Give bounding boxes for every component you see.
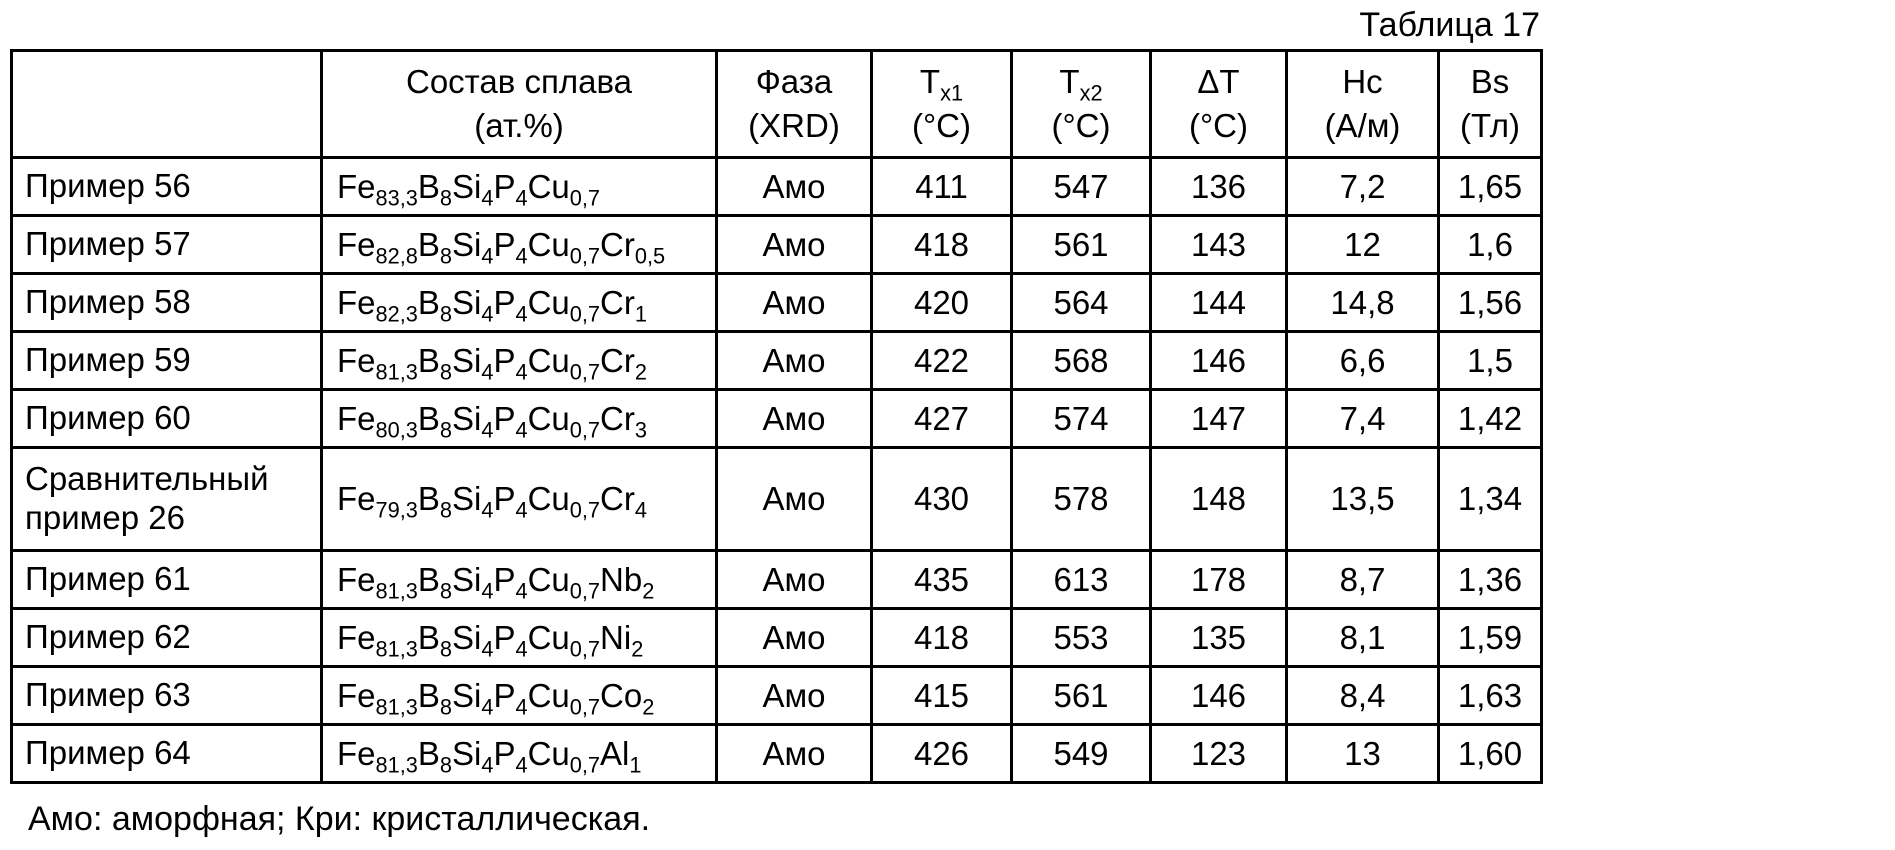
- composition-cell: $Fe_{82,8}B_8Si_4P_4Cu_{0,7}Cr_{0,5}$: [322, 216, 717, 274]
- tx2-cell: 613: [1012, 551, 1151, 609]
- example-label-cell: Пример 59: [12, 332, 322, 390]
- col-header-delta-t: [1151, 51, 1287, 158]
- composition-cell: $Fe_{81,3}B_8Si_4P_4Cu_{0,7}Cr_2$: [322, 332, 717, 390]
- col-header-line2: (°C): [1188, 107, 1248, 144]
- col-header-composition: [322, 51, 717, 158]
- phase-cell: Амо: [717, 725, 872, 783]
- col-header-tx2: [1012, 51, 1151, 158]
- hc-cell: 13: [1287, 725, 1439, 783]
- tx2-cell: 568: [1012, 332, 1151, 390]
- table-row: [12, 551, 1542, 609]
- tx1-cell: 422: [872, 332, 1012, 390]
- phase-legend-footnote: Амо: аморфная; Кри: кристаллическая.: [28, 800, 651, 838]
- tx1-cell: 418: [872, 609, 1012, 667]
- delta-t-cell: 144: [1151, 274, 1287, 332]
- col-header-line1: $T_{x1}$: [919, 63, 964, 107]
- table-body: [12, 158, 1542, 783]
- delta-t-cell: 136: [1151, 158, 1287, 216]
- example-label-cell: Пример 56: [12, 158, 322, 216]
- col-header-line2: (А/м): [1324, 107, 1401, 144]
- hc-cell: 7,2: [1287, 158, 1439, 216]
- composition-cell: $Fe_{79,3}B_8Si_4P_4Cu_{0,7}Cr_4$: [322, 448, 717, 551]
- phase-cell: Амо: [717, 216, 872, 274]
- example-label-cell: Пример 57: [12, 216, 322, 274]
- tx2-cell: 561: [1012, 216, 1151, 274]
- composition-cell: $Fe_{80,3}B_8Si_4P_4Cu_{0,7}Cr_3$: [322, 390, 717, 448]
- table-header: [12, 51, 1542, 158]
- tx1-cell: 427: [872, 390, 1012, 448]
- phase-cell: Амо: [717, 274, 872, 332]
- example-label-cell: Пример 63: [12, 667, 322, 725]
- table-row: [12, 725, 1542, 783]
- hc-cell: 8,1: [1287, 609, 1439, 667]
- table-row: [12, 274, 1542, 332]
- tx1-cell: 418: [872, 216, 1012, 274]
- col-header-tx1: [872, 51, 1012, 158]
- delta-t-cell: 146: [1151, 667, 1287, 725]
- delta-t-cell: 135: [1151, 609, 1287, 667]
- alloy-properties-table: [10, 49, 1543, 784]
- phase-cell: Амо: [717, 332, 872, 390]
- bs-cell: 1,65: [1439, 158, 1542, 216]
- table-row: [12, 158, 1542, 216]
- col-header-line1: Bs: [1470, 63, 1510, 101]
- composition-cell: $Fe_{83,3}B_8Si_4P_4Cu_{0,7}$: [322, 158, 717, 216]
- table-row: [12, 390, 1542, 448]
- tx1-cell: 411: [872, 158, 1012, 216]
- col-header-line1: Фаза: [755, 63, 833, 101]
- composition-cell: $Fe_{82,3}B_8Si_4P_4Cu_{0,7}Cr_1$: [322, 274, 717, 332]
- tx2-cell: 553: [1012, 609, 1151, 667]
- delta-t-cell: 146: [1151, 332, 1287, 390]
- example-label-cell: Пример 60: [12, 390, 322, 448]
- delta-t-cell: 178: [1151, 551, 1287, 609]
- composition-cell: $Fe_{81,3}B_8Si_4P_4Cu_{0,7}Co_2$: [322, 667, 717, 725]
- tx1-cell: 430: [872, 448, 1012, 551]
- table-row: [12, 609, 1542, 667]
- col-header-line2: (XRD): [748, 107, 840, 144]
- bs-cell: 1,6: [1439, 216, 1542, 274]
- col-header-line1: Состав сплава: [406, 63, 632, 101]
- example-label-cell: Пример 64: [12, 725, 322, 783]
- example-label-cell: Пример 62: [12, 609, 322, 667]
- header-row: [12, 51, 1542, 158]
- bs-cell: 1,36: [1439, 551, 1542, 609]
- phase-cell: Амо: [717, 551, 872, 609]
- col-header-phase: [717, 51, 872, 158]
- composition-cell: $Fe_{81,3}B_8Si_4P_4Cu_{0,7}Al_1$: [322, 725, 717, 783]
- hc-cell: 14,8: [1287, 274, 1439, 332]
- phase-cell: Амо: [717, 667, 872, 725]
- phase-cell: Амо: [717, 158, 872, 216]
- col-header-line2: (°C): [911, 107, 971, 144]
- bs-cell: 1,63: [1439, 667, 1542, 725]
- delta-t-cell: 143: [1151, 216, 1287, 274]
- table-row: [12, 667, 1542, 725]
- hc-cell: 8,4: [1287, 667, 1439, 725]
- col-header-hc: [1287, 51, 1439, 158]
- phase-cell: Амо: [717, 448, 872, 551]
- hc-cell: 7,4: [1287, 390, 1439, 448]
- col-header-line2: (Тл): [1460, 107, 1520, 144]
- hc-cell: 8,7: [1287, 551, 1439, 609]
- example-label-cell: Пример 58: [12, 274, 322, 332]
- col-header-examples: [12, 51, 322, 158]
- phase-cell: Амо: [717, 609, 872, 667]
- col-header-line2: (ат.%): [474, 107, 564, 144]
- hc-cell: 12: [1287, 216, 1439, 274]
- tx1-cell: 415: [872, 667, 1012, 725]
- tx2-cell: 549: [1012, 725, 1151, 783]
- tx1-cell: 420: [872, 274, 1012, 332]
- example-label-cell: Сравнительный пример 26: [12, 448, 322, 551]
- delta-t-cell: 148: [1151, 448, 1287, 551]
- bs-cell: 1,59: [1439, 609, 1542, 667]
- tx2-cell: 564: [1012, 274, 1151, 332]
- composition-cell: $Fe_{81,3}B_8Si_4P_4Cu_{0,7}Ni_2$: [322, 609, 717, 667]
- bs-cell: 1,42: [1439, 390, 1542, 448]
- table-row: [12, 332, 1542, 390]
- example-label-cell: Пример 61: [12, 551, 322, 609]
- tx1-cell: 426: [872, 725, 1012, 783]
- tx2-cell: 574: [1012, 390, 1151, 448]
- tx1-cell: 435: [872, 551, 1012, 609]
- delta-t-cell: 123: [1151, 725, 1287, 783]
- col-header-line1: Hc: [1342, 63, 1383, 101]
- bs-cell: 1,60: [1439, 725, 1542, 783]
- tx2-cell: 561: [1012, 667, 1151, 725]
- composition-cell: $Fe_{81,3}B_8Si_4P_4Cu_{0,7}Nb_2$: [322, 551, 717, 609]
- hc-cell: 13,5: [1287, 448, 1439, 551]
- table-row: [12, 448, 1542, 551]
- bs-cell: 1,34: [1439, 448, 1542, 551]
- table-row: [12, 216, 1542, 274]
- tx2-cell: 547: [1012, 158, 1151, 216]
- bs-cell: 1,5: [1439, 332, 1542, 390]
- delta-t-cell: 147: [1151, 390, 1287, 448]
- tx2-cell: 578: [1012, 448, 1151, 551]
- col-header-line2: (°C): [1051, 107, 1111, 144]
- bs-cell: 1,56: [1439, 274, 1542, 332]
- table-title: Таблица 17: [1359, 6, 1540, 44]
- col-header-line1: $T_{x2}$: [1059, 63, 1103, 107]
- phase-cell: Амо: [717, 390, 872, 448]
- col-header-bs: [1439, 51, 1542, 158]
- col-header-line1: ΔT: [1197, 63, 1240, 101]
- hc-cell: 6,6: [1287, 332, 1439, 390]
